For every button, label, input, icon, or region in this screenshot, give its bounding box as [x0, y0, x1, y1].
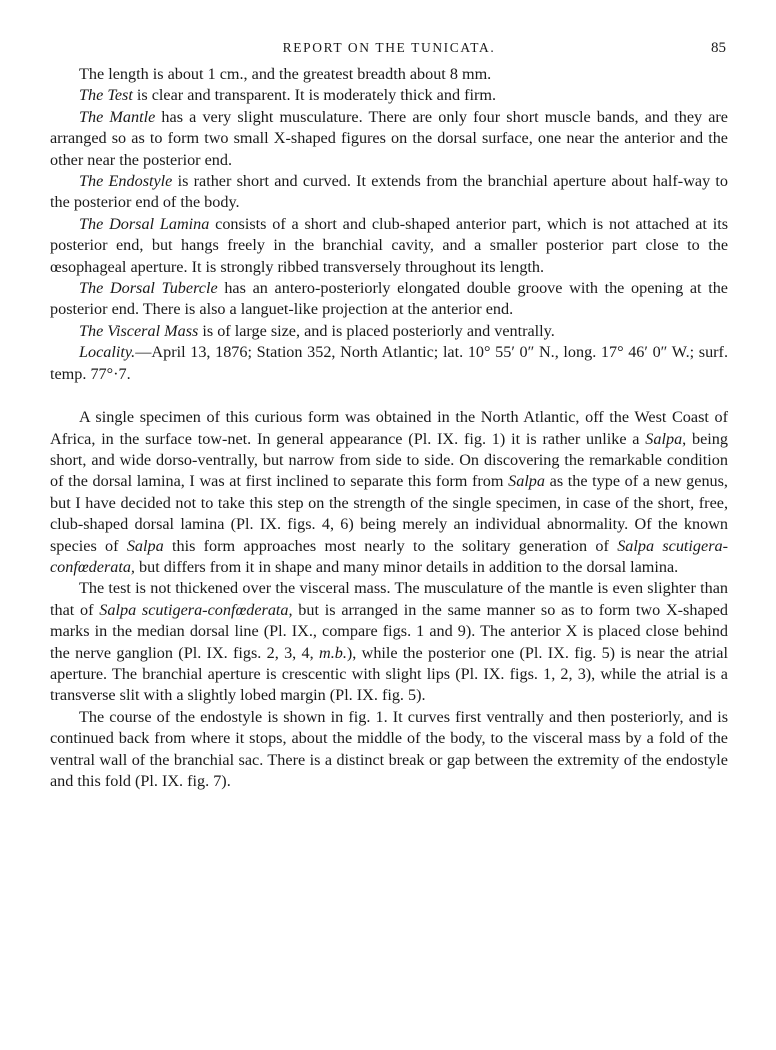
discussion-paragraph: A single specimen of this curious form was obtained in the North Atlantic, off the West Coast of Africa, in the surface tow-net. In general appearance (Pl. IX. fig. 1) it is rather unlike a Salpa, being short, and wide dorso-ventrally, but narrow from side to side. On discovering the remarkable condition of the dorsal lamina, I was at first inclined to separate this form from Salpa as the type of a new genus, but I have decided not to take this step on the strength of the single specimen, in case of the short, free, club-shaped dorsal lamina (Pl. IX. figs. 4, 6) being merely an individual abnormality. Of the known species of Salpa this form approaches most nearly to the solitary generation of Salpa scutigera-confœderata, but differs from it in shape and many minor details in addition to the dorsal lamina.	[50, 408, 728, 576]
section-label: The Visceral Mass	[79, 321, 199, 340]
description-paragraph: The Test is clear and transparent. It is moderately thick and firm.	[79, 86, 497, 105]
species-description	[50, 64, 728, 385]
section-label: The Dorsal Tubercle	[79, 279, 218, 298]
page-number: 85	[711, 40, 726, 56]
description-paragraph: The Dorsal Lamina consists of a short and club-shaped anterior part, which is not attached at its posterior end, but hangs freely in the branchial cavity, and a smaller posterior part close to the œsophageal aperture. It is strongly ribbed transversely throughout its length.	[50, 214, 728, 276]
description-paragraph: The Dorsal Tubercle has an antero-posteriorly elongated double groove with the opening at the posterior end. There is also a languet-like projection at the anterior end.	[50, 279, 728, 319]
section-label: Locality.	[79, 343, 136, 362]
discussion	[50, 407, 728, 792]
section-label: The Mantle	[79, 107, 156, 126]
page	[50, 40, 728, 792]
description-paragraph: The length is about 1 cm., and the greatest breadth about 8 mm.	[79, 65, 492, 83]
section-label: The Dorsal Lamina	[79, 214, 210, 233]
running-head	[50, 40, 728, 64]
description-paragraph: The Mantle has a very slight musculature. There are only four short muscle bands, and they are arranged so as to form two small X-shaped figures on the dorsal surface, one near the anterior and the other near the posterior end.	[50, 107, 728, 169]
section-gap	[50, 385, 728, 407]
discussion-paragraph: The course of the endostyle is shown in fig. 1. It curves first ventrally and then posteriorly, and is continued back from where it stops, about the middle of the body, to the visceral mass by a fold of the ventral wall of the branchial sac. There is a distinct break or gap between the extremity of the endostyle and this fold (Pl. IX. fig. 7).	[50, 707, 728, 790]
running-title: REPORT ON THE TUNICATA.	[282, 40, 496, 55]
discussion-paragraph: The test is not thickened over the visceral mass. The musculature of the mantle is even slighter than that of Salpa scutigera-confœderata, but is arranged in the same manner so as to form two X-shaped marks in the median dorsal line (Pl. IX., compare figs. 1 and 9). The anterior X is placed close behind the nerve ganglion (Pl. IX. figs. 2, 3, 4, m.b.), while the posterior one (Pl. IX. fig. 5) is near the atrial aperture. The branchial aperture is crescentic with slight lips (Pl. IX. figs. 1, 2, 3), while the atrial is a transverse slit with a slightly lobed margin (Pl. IX. fig. 5).	[50, 579, 728, 705]
description-paragraph: The Endostyle is rather short and curved. It extends from the branchial aperture about half-way to the posterior end of the body.	[50, 172, 728, 212]
section-label: The Endostyle	[79, 172, 173, 191]
section-label: The Test	[79, 86, 133, 105]
description-paragraph: The Visceral Mass is of large size, and is placed posteriorly and ventrally.	[79, 321, 555, 340]
locality-paragraph: Locality.—April 13, 1876; Station 352, North Atlantic; lat. 10° 55′ 0″ N., long. 17° 46′ 0″ W.; surf. temp. 77°·7.	[50, 343, 728, 383]
